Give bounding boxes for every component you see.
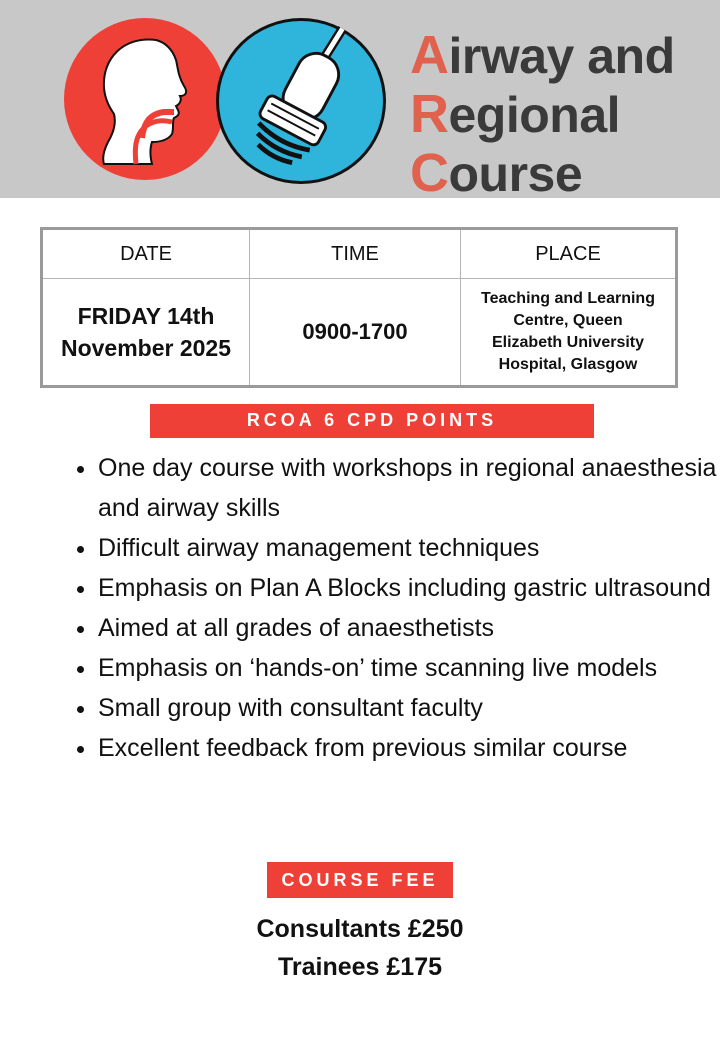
list-item: • One day course with workshops in regional anaesthesia and airway skills: [98, 448, 720, 528]
date-line: November 2025: [60, 335, 232, 361]
list-item: • Difficult airway management techniques: [98, 528, 720, 568]
title-line-3: Course: [410, 143, 583, 203]
time-header: TIME: [250, 229, 461, 279]
date-line: FRIDAY 14th: [77, 303, 215, 329]
title-line-2: Regional: [410, 84, 621, 144]
cpd-points-banner: RCOA 6 CPD POINTS: [150, 404, 594, 438]
course-highlights-list: [70, 448, 720, 768]
list-item: • Emphasis on ‘hands-on’ time scanning live models: [98, 648, 720, 688]
header-banner: [0, 0, 720, 203]
ultrasound-probe-icon: [216, 18, 386, 184]
title-line-1: Airway and: [410, 25, 675, 85]
list-item: • Small group with consultant faculty: [98, 688, 720, 728]
time-cell: 0900-1700: [250, 279, 461, 387]
head-airway-icon: [64, 18, 226, 180]
list-item: • Excellent feedback from previous similar course: [98, 728, 720, 768]
place-header: PLACE: [461, 229, 677, 279]
place-line: Hospital, Glasgow: [498, 356, 638, 373]
trainee-fee: Trainees £175: [277, 953, 442, 981]
date-cell: [42, 279, 250, 387]
place-cell: [461, 279, 677, 387]
list-item: • Emphasis on Plan A Blocks including gastric ultrasound: [98, 568, 720, 608]
table-row: [42, 279, 677, 387]
date-header: DATE: [42, 229, 250, 279]
consultant-fee: Consultants £250: [256, 915, 464, 943]
course-info-table: [40, 227, 678, 388]
fee-list: [0, 910, 720, 986]
list-item: • Aimed at all grades of anaesthetists: [98, 608, 720, 648]
course-fee-banner: COURSE FEE: [267, 862, 453, 898]
course-title: [410, 26, 675, 203]
place-line: Elizabeth University: [491, 334, 645, 351]
table-header-row: [42, 229, 677, 279]
place-line: Teaching and Learning: [481, 290, 655, 307]
place-line: Centre, Queen: [513, 312, 623, 329]
